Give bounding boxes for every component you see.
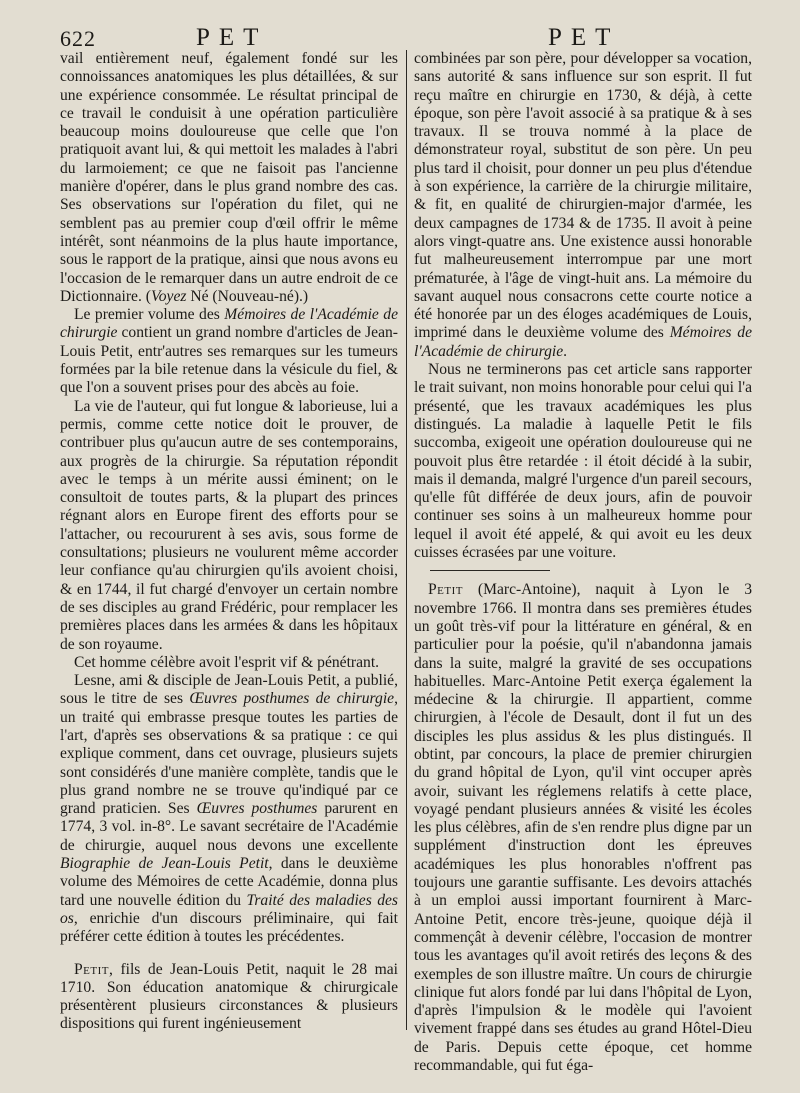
paragraph: Cet homme célèbre avoit l'esprit vif & pénétrant. — [74, 653, 380, 671]
work-title: Œuvres posthumes de chirurgie — [189, 690, 395, 708]
left-column — [60, 50, 398, 1034]
page-number: 622 — [60, 26, 96, 51]
text-span: , naquit à Lyon le 3 novembre 1766. Il montra dans ses premières études un goût très-vif pour la littérature en général, & en particulier pour la poésie, qu'il n'abandonna jamais dans la suite, malgré la gravité de ses occupations habituelles. Marc-Antoine Petit exerça également la médecine & la chirurgie. Il appartient, comme chirurgien, à l'école de Desault, dont il fut un des disciples les plus assidus & les plus distingués. Il obtint, par concours, la place de premier chirurgien du grand hôpital de Lyon, qu'il vint occuper après avoir, suivant les réglemens relatifs à cette place, voyagé pendant plusieurs années & visité les écoles les plus célèbres, afin de s'en rendre plus digne par un supplément d'instruction dont les épreuves académiques les plus honorables n'offrent pas toujours une garantie suffisante. Les devoirs attachés à un emploi aussi important fournirent à Marc-Antoine Petit, encore très-jeune, quoique déjà il commençât à devenir célèbre, l'occasion de montrer tous les avantages qu'il avoit retirés des leçons & des exemples de son illustre maître. Un cours de chirurgie clinique fut alors fondé par lui dans l'hôpital de Lyon, d'après l'impulsion & le modèle qui l'avoient vivement frappé dans ses études au grand Hôtel-Dieu de Paris. Depuis cette époque, cet homme recommandable, qui fut éga- — [414, 581, 752, 1075]
text-span: , dans le deuxième volume des Mémoires de cette Académie, donna plus tard une nouvelle édition du — [60, 855, 398, 909]
column-divider — [406, 50, 407, 1030]
text-span: Lesne, ami & disciple de Jean-Louis Petit, a publié, sous le titre de ses — [60, 672, 398, 708]
paragraph — [60, 672, 398, 946]
text-span: combinées par son père, pour développer sa vocation, sans autorité & sans influence sur son esprit. Il fut reçu maître en chirurgie en 1730, & déjà, à cette époque, son père l'avoit associé à sa pratique & à ses travaux. Il se trouva nommé à la place de démonstrateur royal, substitut de son père. Un peu plus tard il choisit, pour donner un peu plus d'étendue à son expérience, la carrière de la chirurgie militaire, & fit, en qualité de chirurgien-major d'armée, les deux campagnes de 1734 & de 1735. Il avoit à peine alors vingt-quatre ans. Une existence aussi honorable fut malheureusement interrompue par une mort prématurée, à l'âge de vingt-huit ans. La mémoire du savant auquel nous consacrons cette courte notice a été honorée par un des éloges académiques de Louis, imprimé dans le deuxième volume des — [414, 50, 752, 342]
text-span: Le premier volume des — [74, 306, 225, 324]
text-span: , enrichie d'un discours préliminaire, qui fait préférer cette édition à toutes les précédentes. — [60, 909, 398, 946]
text-span: . — [563, 342, 568, 360]
text-span: , fils de Jean-Louis Petit, naquit le 28 mai 1710. Son éducation anatomique & chirurgicale présentèrent plusieurs circonstances & plusieurs dispositions qui furent ingénieusement — [60, 960, 398, 1033]
work-title: Mémoires de l'Académie de chirurgie — [60, 306, 399, 342]
cross-reference: Né (Nouveau-né).) — [186, 287, 309, 305]
work-title: Œuvres posthumes — [196, 800, 318, 818]
running-head-right: PET — [548, 24, 620, 51]
cross-reference-label: Voyez — [150, 287, 187, 305]
work-title: Traité des maladies des os — [60, 891, 398, 927]
work-title: Mémoires de l'Académie de chirurgie — [414, 324, 752, 360]
text-span: contient un grand nombre d'articles de Jean-Louis Petit, entr'autres ses remarques sur les tumeurs formées par la bile retenue dans la vésicule du fiel, & que l'on a souvent prises pour des abcès au foie. — [60, 324, 398, 397]
entry-qualifier: (Marc-Antoine) — [463, 581, 577, 599]
text-span: parurent en 1774, 3 vol. in-8°. Le savant secrétaire de l'Académie de chirurgie, auquel nous devons une excellente — [60, 800, 398, 854]
paragraph — [60, 306, 398, 397]
page-header — [0, 22, 800, 52]
paragraph: La vie de l'auteur, qui fut longue & laborieuse, lui a permis, comme cette notice doit le prouver, de contribuer plus qu'aucun autre de ses contemporains, aux progrès de la chirurgie. Sa réputation répondit avec le temps à un mérite aussi éminent; on le consultoit de toutes parts, & la plupart des princes régnant alors en Europe firent des efforts pour se l'attacher, ou recoururent à ses avis, sous forme de consultations; plusieurs ne voulurent même accorder leur confiance qu'au chirurgien qu'ils avoient choisi, & en 1744, il fut chargé d'envoyer un certain nombre de ses disciples au grand Frédéric, pour remplacer les premières places dans les armées & dans les hôpitaux de son royaume. — [60, 397, 398, 653]
work-title: Biographie de Jean-Louis Petit — [60, 855, 269, 873]
entry-paragraph — [60, 961, 398, 1034]
running-head-left: PET — [196, 24, 268, 51]
entry-headword: Petit — [428, 581, 463, 599]
paragraph — [60, 50, 398, 306]
entry-headword: Petit — [74, 960, 109, 978]
entry-paragraph — [414, 581, 752, 1075]
entry-separator — [430, 570, 550, 571]
paragraph: Nous ne terminerons pas cet article sans rapporter le trait suivant, non moins honorable pour celui qui l'a présenté, que les travaux académiques les plus distingués. La maladie à laquelle Petit le fils succomba, exigeoit une opération douloureuse qui ne pouvoit plus être retardée : il étoit décidé à la subir, mais il demanda, malgré l'urgence d'un pareil secours, qu'elle fût différée de deux jours, afin de pouvoir continuer ses soins à un malheureux homme pour lequel il avoit été appelé, & qui avoit eu les deux cuisses écrasées par une voiture. — [414, 361, 752, 562]
text-span: , un traité qui embrasse presque toutes les parties de l'art, d'après ses observations & sa pratique : ce qui explique comment, dans cet ouvrage, plusieurs sujets sont considérés d'une manière complète, tandis que le plus grand nombre ne se trouve qu'indiqué par ce grand praticien. Ses — [60, 690, 399, 818]
right-column — [414, 50, 752, 1075]
paragraph — [414, 50, 752, 361]
text-span: vail entièrement neuf, également fondé sur les connoissances anatomiques les plus détaillées, & sur une expérience consommée. Le résultat principal de ce travail le conduisit à une opération particulière beaucoup moins douloureuse que celle que l'on pratiquoit avant lui, & qui mettoit les malades à l'abri du larmoiement; ce que ne faisoit pas l'ancienne manière d'opérer, dans le plus grand nombre des cas. Ses observations sur l'opération du filet, qui ne semblent pas au premier coup d'œil offrir le même intérêt, sont néanmoins de la plus haute importance, sous le rapport de la pratique, ainsi que nous avons eu l'occasion de le remarquer dans un autre endroit de ce Dictionnaire. ( — [60, 50, 398, 305]
